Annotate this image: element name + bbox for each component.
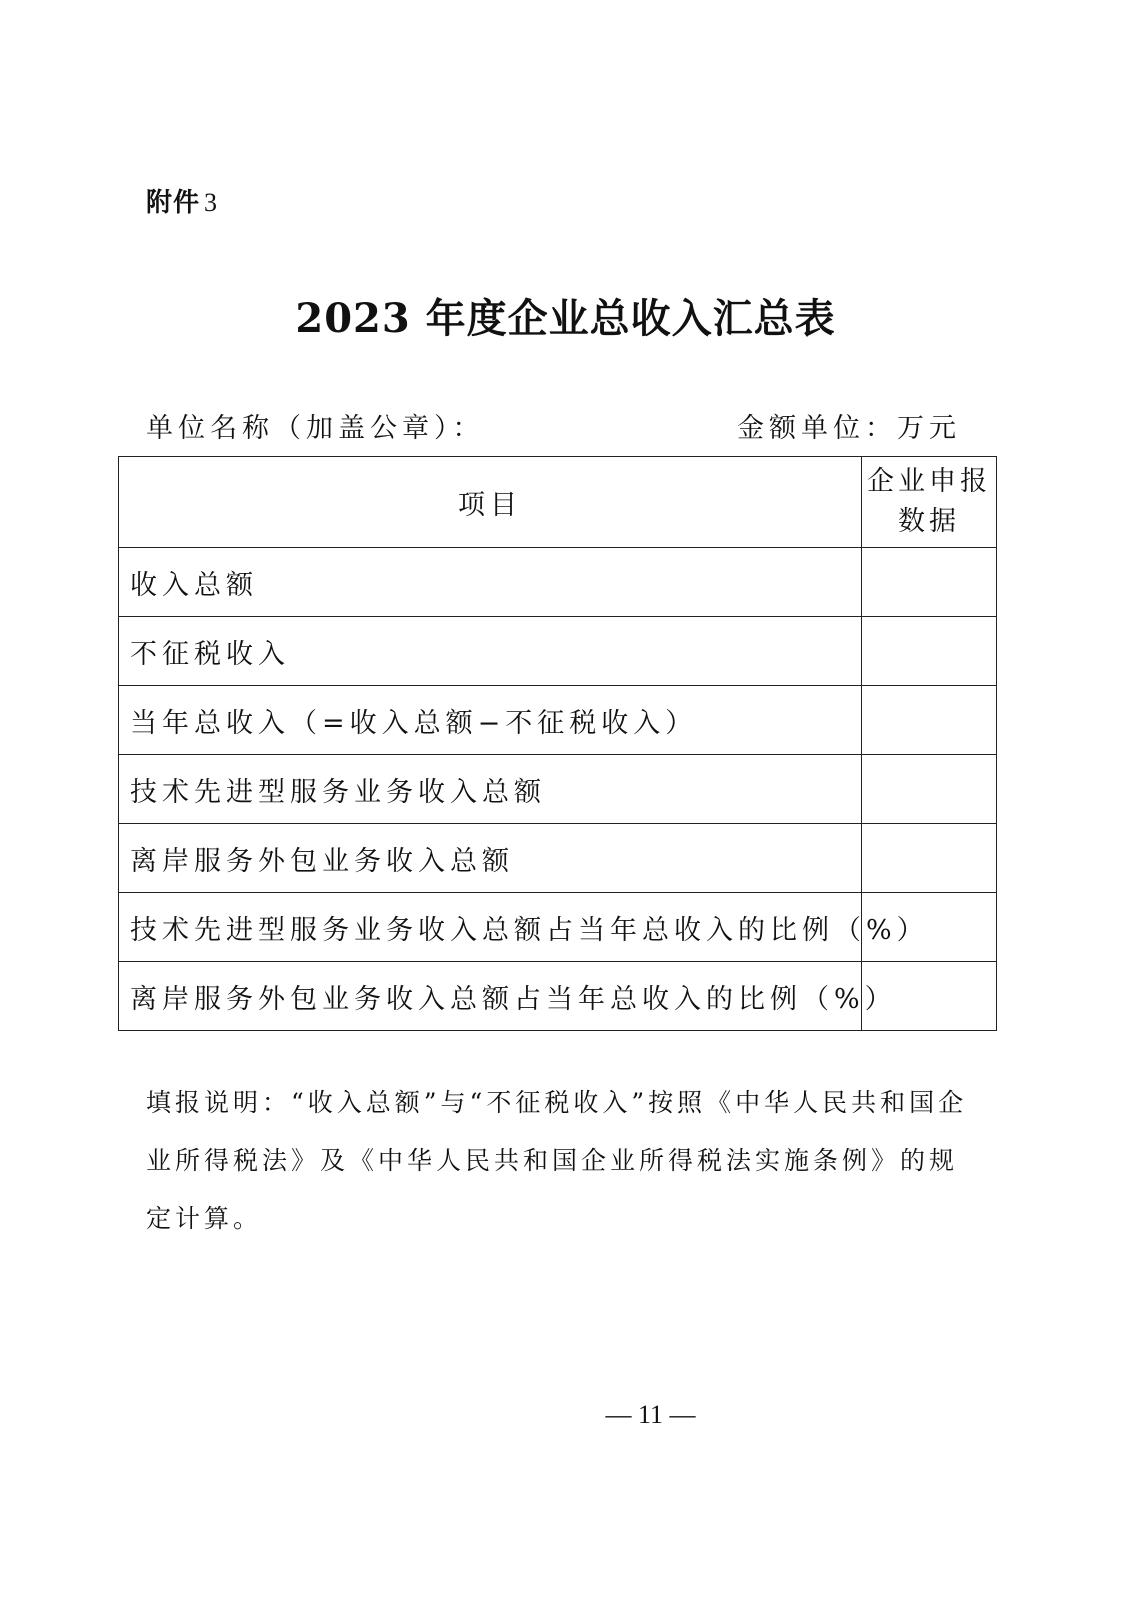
attachment-label-text: 附件 — [146, 188, 201, 218]
table-row — [119, 962, 997, 1031]
table-row — [119, 617, 997, 686]
filling-instructions: 填报说明：“收入总额”与“不征税收入”按照《中华人民共和国企业所得税法》及《中华人民共和国企业所得税法实施条例》的规定计算。 — [146, 1088, 968, 1233]
page-title: 2023 年度企业总收入汇总表 — [295, 295, 836, 342]
column-header-data: 企业申报数据 — [862, 457, 997, 548]
row-value-total-income[interactable] — [862, 548, 997, 617]
row-label-offshore-outsourcing-ratio: 离岸服务外包业务收入总额占当年总收入的比例（%） — [119, 962, 862, 1031]
row-label-annual-total-income: 当年总收入（=收入总额−不征税收入） — [119, 686, 862, 755]
row-label-total-income: 收入总额 — [119, 548, 862, 617]
row-label-offshore-outsourcing-income: 离岸服务外包业务收入总额 — [119, 824, 862, 893]
page-number: — 11 — — [605, 1400, 696, 1429]
row-label-non-taxable-income: 不征税收入 — [119, 617, 862, 686]
attachment-number: 3 — [204, 188, 219, 217]
row-value-annual-total-income[interactable] — [862, 686, 997, 755]
income-summary-table — [118, 456, 997, 1031]
amount-unit-label: 金额单位：万元 — [737, 413, 961, 444]
table-row — [119, 893, 997, 962]
table-row — [119, 548, 997, 617]
row-label-advanced-service-income: 技术先进型服务业务收入总额 — [119, 755, 862, 824]
attachment-label — [146, 182, 218, 219]
row-value-advanced-service-income[interactable] — [862, 755, 997, 824]
column-header-item: 项目 — [119, 457, 862, 548]
row-value-non-taxable-income[interactable] — [862, 617, 997, 686]
table-row — [119, 755, 997, 824]
table-header-row — [119, 457, 997, 548]
table-row — [119, 686, 997, 755]
row-value-offshore-outsourcing-income[interactable] — [862, 824, 997, 893]
row-label-advanced-service-ratio: 技术先进型服务业务收入总额占当年总收入的比例（%） — [119, 893, 862, 962]
table-row — [119, 824, 997, 893]
unit-name-label: 单位名称（加盖公章）： — [146, 413, 485, 444]
